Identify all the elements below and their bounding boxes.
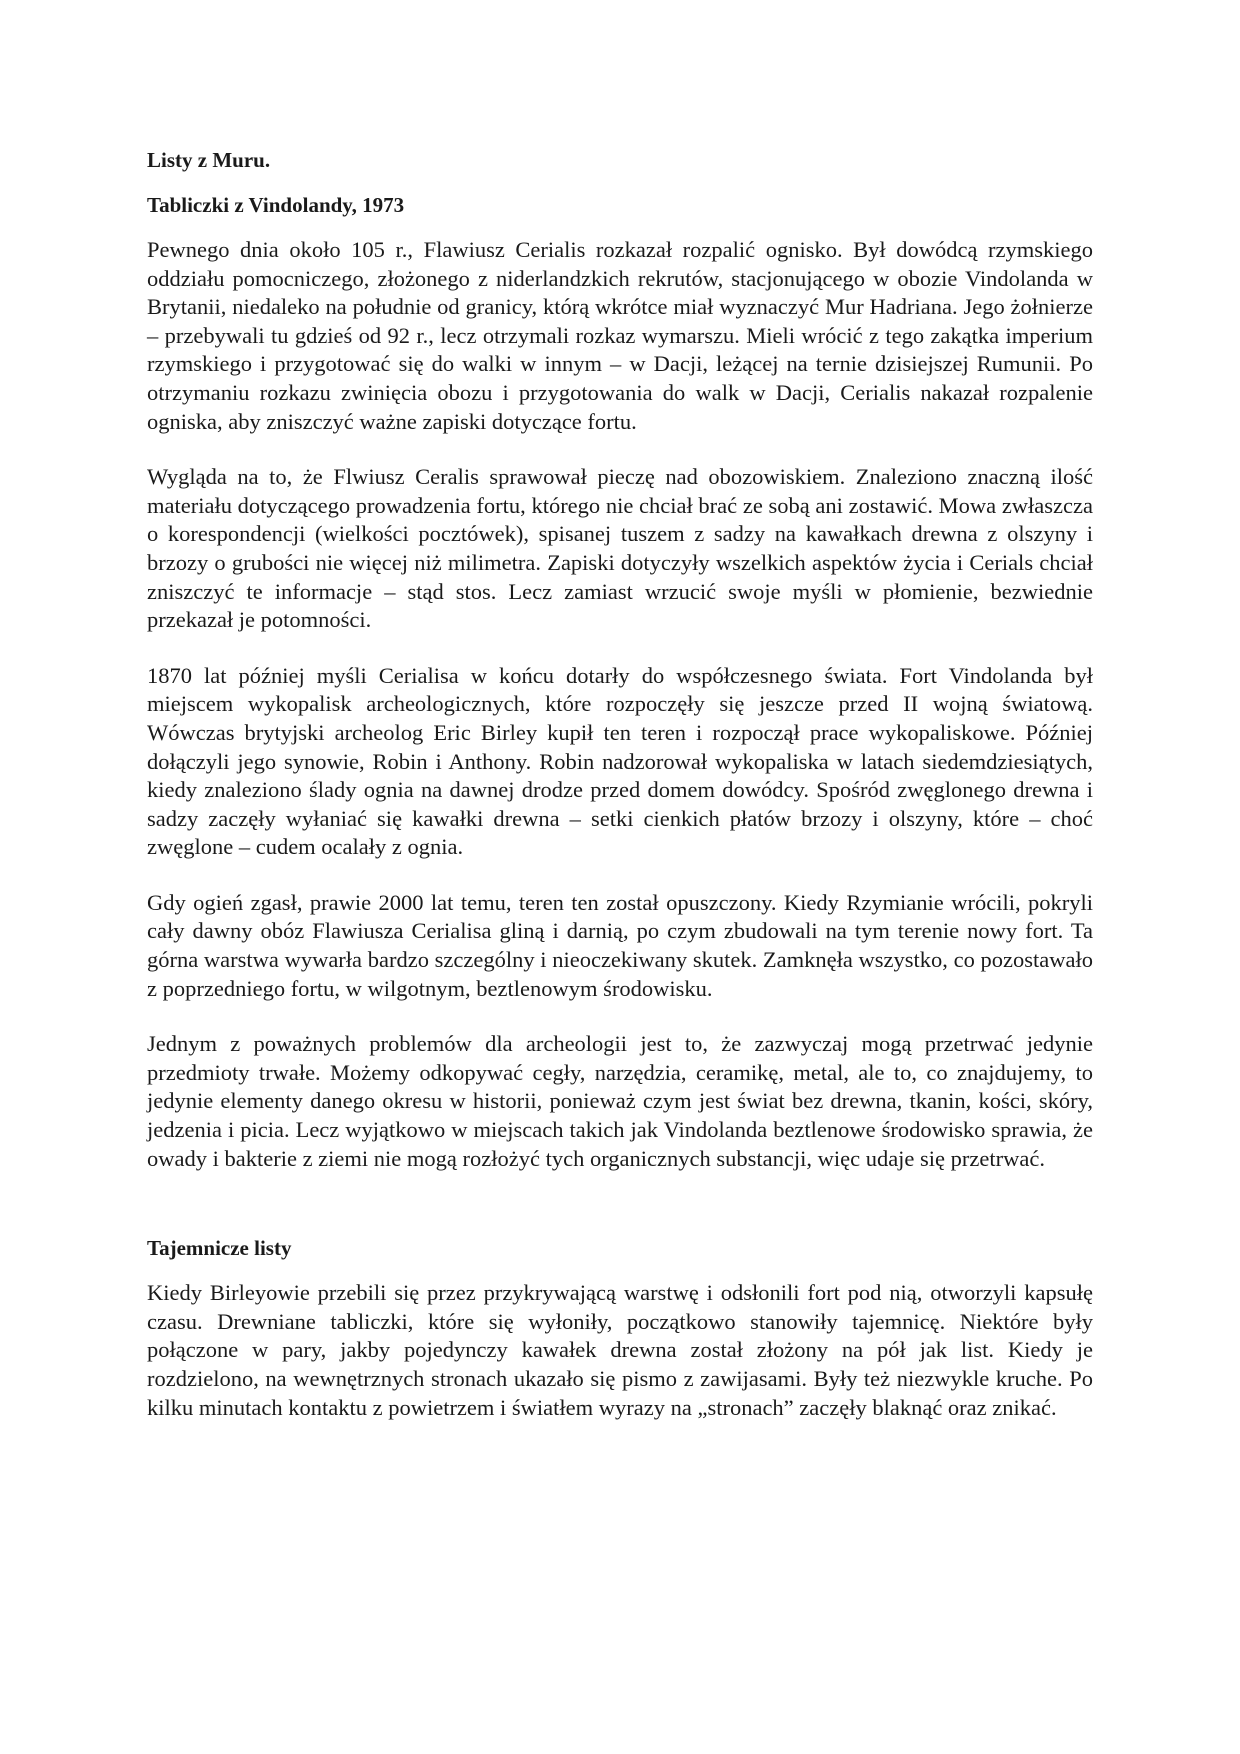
paragraph: Jednym z poważnych problemów dla archeologii jest to, że zazwyczaj mogą przetrwać jedynie przedmioty trwałe. Możemy odkopywać cegły, narzędzia, ceramikę, metal, ale to, co znajdujemy, to jedynie elementy danego okresu w historii, ponieważ czym jest świat bez drewna, tkanin, kości, skóry, jedzenia i picia. Lecz wyjątkowo w miejscach takich jak Vindolanda beztlenowe środowisko sprawia, że owady i bakterie z ziemi nie mogą rozłożyć tych organicznych substancji, więc udaje się przetrwać. bbox=[147, 1031, 1093, 1171]
paragraph: Gdy ogień zgasł, prawie 2000 lat temu, teren ten został opuszczony. Kiedy Rzymianie wrócili, pokryli cały dawny obóz Flawiusza Cerialisa gliną i darnią, po czym zbudowali na tym terenie nowy fort. Ta górna warstwa wywarła bardzo szczególny i nieoczekiwany skutek. Zamknęła wszystko, co pozostawało z poprzedniego fortu, w wilgotnym, beztlenowym środowisku. bbox=[147, 889, 1093, 1001]
section-spacer bbox=[147, 1200, 1093, 1234]
paragraph: Pewnego dnia około 105 r., Flawiusz Cerialis rozkazał rozpalić ognisko. Był dowódcą rzymskiego oddziału pomocniczego, złożonego z niderlandzkich rekrutów, stacjonującego w obozie Vindolanda w Brytanii, niedaleko na południe od granicy, którą wkrótce miał wyznaczyć Mur Hadriana. Jego żołnierze – przebywali tu gdzieś od 92 r., lecz otrzymali rozkaz wymarszu. Mieli wrócić z tego zakątka imperium rzymskiego i przygotować się do walki w innym – w Dacji, leżącej na ternie dzisiejszej Rumunii. Po otrzymaniu rozkazu zwinięcia obozu i przygotowania do walk w Dacji, Cerialis nakazał rozpalenie ogniska, aby zniszczyć ważne zapiski dotyczące fortu. bbox=[147, 237, 1093, 434]
paragraph: 1870 lat później myśli Cerialisa w końcu dotarły do współczesnego świata. Fort Vindolanda był miejscem wykopalisk archeologicznych, które rozpoczęły się jeszcze przed II wojną światową. Wówczas brytyjski archeolog Eric Birley kupił ten teren i rozpoczął prace wykopaliskowe. Później dołączyli jego synowie, Robin i Anthony. Robin nadzorował wykopaliska w latach siedemdziesiątych, kiedy znaleziono ślady ognia na dawnej drodze przed domem dowódcy. Spośród zwęglonego drewna i sadzy zaczęły wyłaniać się kawałki drewna – setki cienkich płatów brzozy i olszyny, które – choć zwęglone – cudem ocalały z ognia. bbox=[147, 662, 1093, 860]
paragraph: Kiedy Birleyowie przebili się przez przykrywającą warstwę i odsłonili fort pod nią, otworzyli kapsułę czasu. Drewniane tabliczki, które się wyłoniły, początkowo stanowiły tajemnicę. Niektóre były połączone w pary, jakby pojedynczy kawałek drewna został złożony na pół jak list. Kiedy je rozdzielono, na wewnętrznych stronach ukazało się pismo z zawijasami. Były też niezwykle kruche. Po kilku minutach kontaktu z powietrzem i światłem wyrazy na „stronach” zaczęły blaknąć oraz znikać. bbox=[147, 1280, 1093, 1420]
document-subtitle: Tabliczki z Vindolandy, 1973 bbox=[147, 193, 405, 217]
paragraph: Wygląda na to, że Flwiusz Ceralis sprawował pieczę nad obozowiskiem. Znaleziono znaczną ilość materiału dotyczącego prowadzenia fortu, którego nie chciał brać ze sobą ani zostawić. Mowa zwłaszcza o korespondencji (wielkości pocztówek), spisanej tuszem z sadzy na kawałkach drewna z olszyny i brzozy o grubości nie więcej niż milimetra. Zapiski dotyczyły wszelkich aspektów życia i Cerials chciał zniszczyć te informacje – stąd stos. Lecz zamiast wrzucić swoje myśli w płomienie, bezwiednie przekazał je potomności. bbox=[147, 464, 1093, 633]
section-heading: Tajemnicze listy bbox=[147, 1236, 292, 1261]
document-title: Listy z Muru. bbox=[147, 148, 271, 172]
document-body bbox=[147, 146, 1093, 1449]
